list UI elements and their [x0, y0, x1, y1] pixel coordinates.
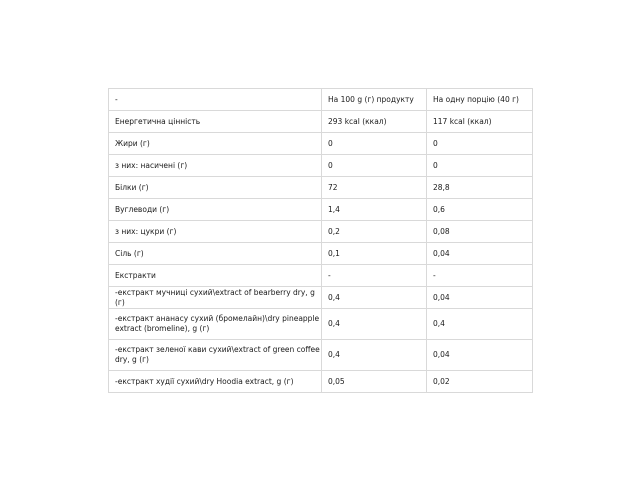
header-cell-per-100g: На 100 g (г) продукту — [322, 89, 427, 111]
row-value-per-serving: - — [427, 265, 533, 287]
row-label: з них: цукри (г) — [109, 221, 322, 243]
row-label: -екстракт ананасу сухий (бромелайн)\dry pineapple extract (bromeline), g (г) — [109, 309, 322, 340]
row-value-per-100g: 0,4 — [322, 309, 427, 340]
table-row — [109, 221, 533, 243]
row-value-per-serving: 0,08 — [427, 221, 533, 243]
table-row — [109, 243, 533, 265]
row-value-per-serving: 0,02 — [427, 371, 533, 393]
row-label: Енергетична цінність — [109, 111, 322, 133]
row-value-per-serving: 0,04 — [427, 287, 533, 309]
table-row — [109, 287, 533, 309]
row-value-per-100g: 0 — [322, 155, 427, 177]
nutrition-facts-table — [108, 88, 533, 393]
row-value-per-100g: 0 — [322, 133, 427, 155]
row-value-per-100g: - — [322, 265, 427, 287]
row-label: Білки (г) — [109, 177, 322, 199]
table-row — [109, 177, 533, 199]
row-label: -екстракт мучниці сухий\extract of bearberry dry, g (г) — [109, 287, 322, 309]
table-row — [109, 309, 533, 340]
table-row — [109, 133, 533, 155]
header-cell-per-serving: На одну порцію (40 г) — [427, 89, 533, 111]
table-row — [109, 265, 533, 287]
header-cell-label: - — [109, 89, 322, 111]
row-value-per-100g: 0,2 — [322, 221, 427, 243]
row-value-per-serving: 117 kcal (ккал) — [427, 111, 533, 133]
row-value-per-100g: 72 — [322, 177, 427, 199]
row-label: -екстракт худії сухий\dry Hoodia extract, g (г) — [109, 371, 322, 393]
row-label: -екстракт зеленої кави сухий\extract of green coffee dry, g (г) — [109, 340, 322, 371]
row-value-per-serving: 0 — [427, 155, 533, 177]
row-value-per-100g: 1,4 — [322, 199, 427, 221]
row-label: Екстракти — [109, 265, 322, 287]
table-row — [109, 155, 533, 177]
row-value-per-100g: 0,4 — [322, 287, 427, 309]
nutrition-table-container — [108, 88, 532, 393]
row-value-per-serving: 0,04 — [427, 340, 533, 371]
row-label: з них: насичені (г) — [109, 155, 322, 177]
table-row — [109, 111, 533, 133]
row-value-per-100g: 293 kcal (ккал) — [322, 111, 427, 133]
row-label: Жири (г) — [109, 133, 322, 155]
row-value-per-100g: 0,4 — [322, 340, 427, 371]
row-value-per-100g: 0,05 — [322, 371, 427, 393]
row-value-per-serving: 0,6 — [427, 199, 533, 221]
table-row — [109, 371, 533, 393]
table-row — [109, 340, 533, 371]
row-value-per-serving: 0 — [427, 133, 533, 155]
table-row — [109, 199, 533, 221]
table-header-row — [109, 89, 533, 111]
row-label: Вуглеводи (г) — [109, 199, 322, 221]
row-value-per-serving: 28,8 — [427, 177, 533, 199]
row-value-per-serving: 0,04 — [427, 243, 533, 265]
row-value-per-100g: 0,1 — [322, 243, 427, 265]
row-label: Сіль (г) — [109, 243, 322, 265]
row-value-per-serving: 0,4 — [427, 309, 533, 340]
